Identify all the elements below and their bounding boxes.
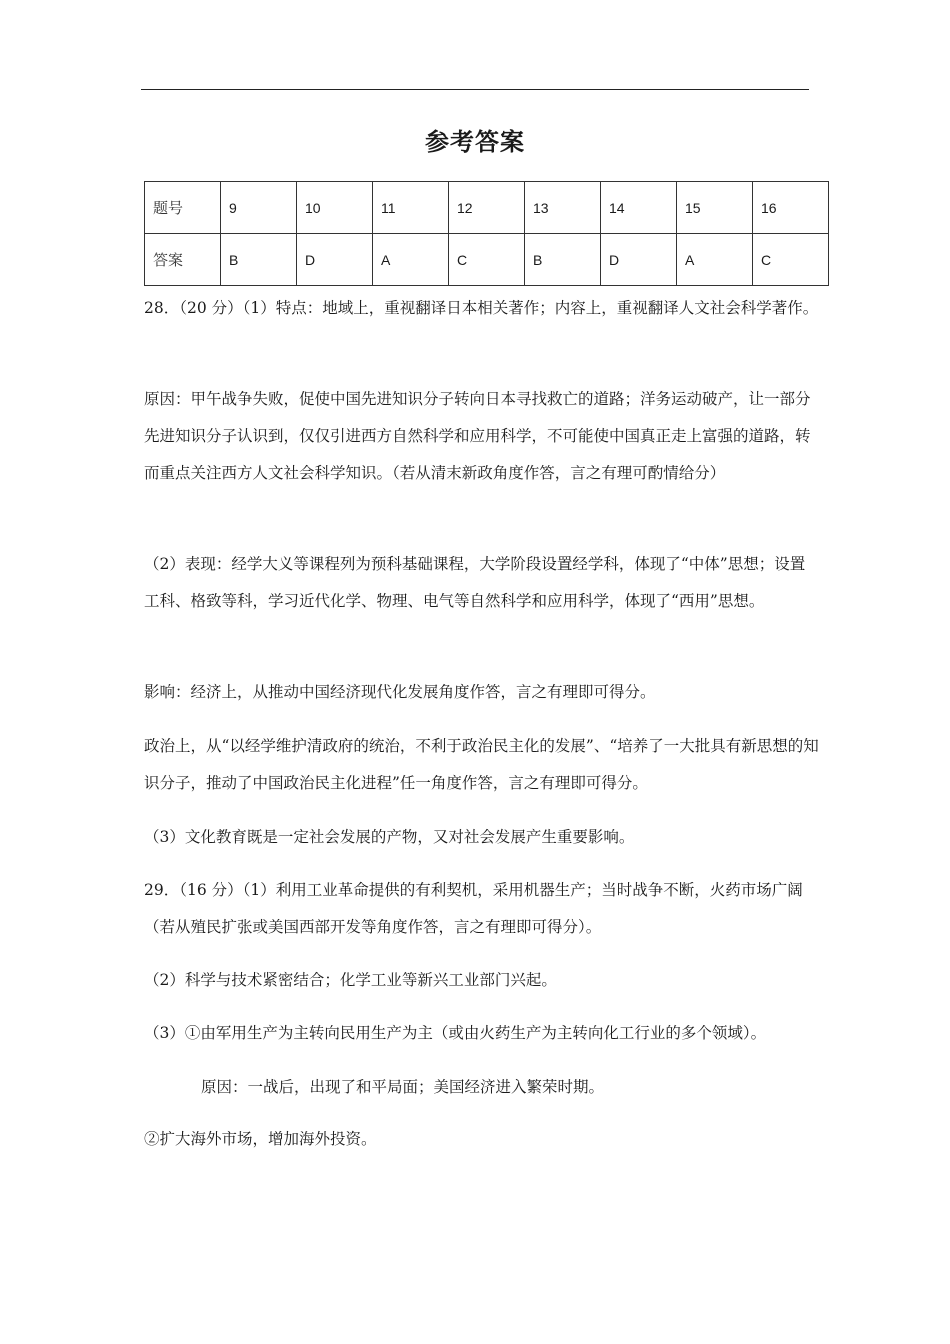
question-number-cell: 15 bbox=[677, 182, 753, 234]
answer-table bbox=[144, 181, 829, 286]
answer-29-3-reason: 原因：一战后，出现了和平局面；美国经济进入繁荣时期。 bbox=[201, 1078, 605, 1096]
question-number-cell: 9 bbox=[221, 182, 297, 234]
answer-29-2: （2）科学与技术紧密结合；化学工业等新兴工业部门兴起。 bbox=[144, 971, 557, 989]
answer-28-3: （3）文化教育既是一定社会发展的产物，又对社会发展产生重要影响。 bbox=[144, 828, 635, 846]
table-row-answers bbox=[145, 234, 829, 286]
page-title: 参考答案 bbox=[425, 128, 525, 156]
answer-cell: C bbox=[449, 234, 525, 286]
answer-cell: B bbox=[221, 234, 297, 286]
question-number-cell: 13 bbox=[525, 182, 601, 234]
answer-cell: B bbox=[525, 234, 601, 286]
question-number-cell: 12 bbox=[449, 182, 525, 234]
answer-cell: C bbox=[753, 234, 829, 286]
answer-cell: A bbox=[373, 234, 449, 286]
table-header-cell: 题号 bbox=[145, 182, 221, 234]
answer-29-1: 29．（16 分）（1）利用工业革命提供的有利契机，采用机器生产；当时战争不断，火药市场广阔（若从殖民扩张或美国西部开发等角度作答，言之有理即可得分）。 bbox=[144, 881, 803, 936]
answer-28-1-features: 28．（20 分）（1）特点：地域上，重视翻译日本相关著作；内容上，重视翻译人文社会科学著作。 bbox=[144, 299, 819, 317]
answer-cell: D bbox=[601, 234, 677, 286]
answer-29-3-change: （3）①由军用生产为主转向民用生产为主（或由火药生产为主转向化工行业的多个领域）。 bbox=[144, 1024, 767, 1042]
question-number-cell: 16 bbox=[753, 182, 829, 234]
answer-29-3-expansion: ②扩大海外市场，增加海外投资。 bbox=[144, 1130, 377, 1148]
answer-cell: A bbox=[677, 234, 753, 286]
question-number-cell: 10 bbox=[297, 182, 373, 234]
table-header-cell: 答案 bbox=[145, 234, 221, 286]
answer-cell: D bbox=[297, 234, 373, 286]
header-rule bbox=[141, 89, 809, 90]
table-row-numbers bbox=[145, 182, 829, 234]
answer-28-1-reasons: 原因：甲午战争失败，促使中国先进知识分子转向日本寻找救亡的道路；洋务运动破产，让一部分先进知识分子认识到，仅仅引进西方自然科学和应用科学，不可能使中国真正走上富强的道路，转而重点关注西方人文社会科学知识。（若从清末新政角度作答，言之有理可酌情给分） bbox=[144, 390, 811, 482]
answer-28-2-political-impact: 政治上，从“以经学维护清政府的统治，不利于政治民主化的发展”、“培养了一大批具有新思想的知识分子，推动了中国政治民主化进程”任一角度作答，言之有理即可得分。 bbox=[144, 737, 819, 792]
question-number-cell: 14 bbox=[601, 182, 677, 234]
answer-28-2-manifestation: （2）表现：经学大义等课程列为预科基础课程，大学阶段设置经学科，体现了“中体”思想；设置工科、格致等科，学习近代化学、物理、电气等自然科学和应用科学，体现了“西用”思想。 bbox=[144, 555, 806, 610]
question-number-cell: 11 bbox=[373, 182, 449, 234]
answer-28-2-economic-impact: 影响：经济上，从推动中国经济现代化发展角度作答，言之有理即可得分。 bbox=[144, 683, 656, 701]
